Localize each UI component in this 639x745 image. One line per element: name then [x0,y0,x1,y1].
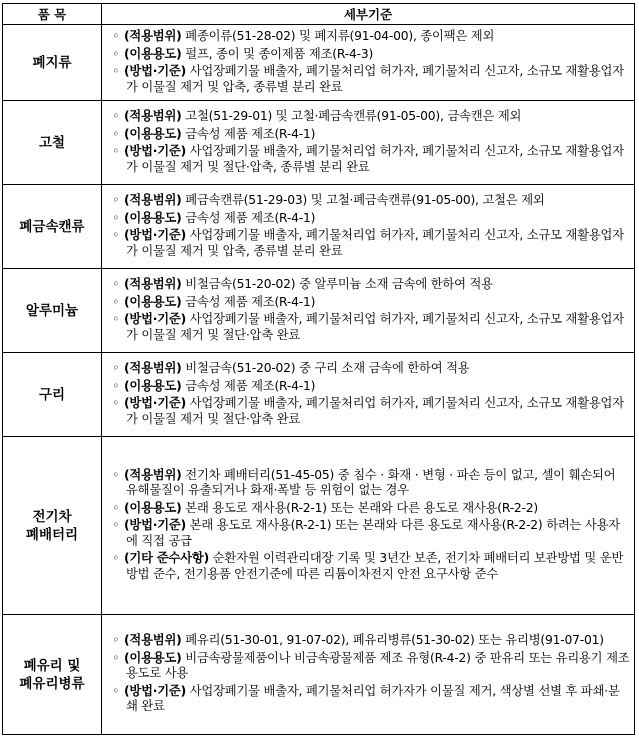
criteria-tag: (이용용도) [124,378,182,393]
bullet-icon: ◦ [112,109,120,123]
criteria-tag: (이용용도) [124,294,182,309]
bullet-icon: ◦ [112,467,120,482]
criteria-text: 비철금속(51-20-02) 중 구리 소재 금속에 한하여 적용 [181,361,470,375]
criteria-tag: (적용범위) [124,277,182,291]
criteria-text: 금속성 제품 제조(R-4-1) [181,126,316,141]
criteria-tag: (방법·기준) [124,518,187,533]
item-name-cell [3,437,102,615]
criteria-table [2,3,635,735]
criteria-tag: (적용범위) [124,633,182,648]
criteria-text: 폐유리(51-30-01, 91-07-02), 폐유리병류(51-30-02) 또는 유리병(91-07-01) [181,633,604,648]
bullet-icon: ◦ [112,144,120,158]
table-row [3,25,635,101]
criteria-text: 사업장폐기물 배출자, 폐기물처리업 허가자, 폐기물처리 신고자, 소규모 재활용업자가 이물질 제거 및 절단·압축 완료 [126,396,624,426]
criteria-text: 사업장폐기물 배출자, 폐기물처리업 허가자, 폐기물처리 신고자, 소규모 재활용업자가 이물질 제거 및 압축, 종류별 분리 완료 [126,64,624,94]
criteria-entry [106,501,630,517]
criteria-entry [106,277,630,293]
criteria-text: 순환자원 이력관리대장 기록 및 3년간 보존, 전기차 폐배터리 보관방법 및 운반방법 준수, 전기용품 안전기준에 따른 리튬이차전지 안전 요구사항 준수 [126,551,624,581]
criteria-text: 사업장폐기물 배출자, 폐기물처리업 허가자가 이물질 제거, 색상별 선별 후 파쇄·분쇄 완료 [126,683,620,714]
bullet-icon: ◦ [112,683,120,698]
bullet-icon: ◦ [112,228,120,242]
criteria-entry [106,684,630,715]
bullet-icon: ◦ [112,277,120,291]
item-name: 폐유리 및 [23,657,81,674]
criteria-entry [106,518,630,549]
criteria-entry [106,651,630,682]
detail-cell [102,353,635,437]
bullet-icon: ◦ [112,361,120,375]
table-row [3,437,635,615]
item-name: 폐금속캔류 [19,218,85,235]
criteria-text: 사업장폐기물 배출자, 폐기물처리업 허가자, 폐기물처리 신고자, 소규모 재활용업자가 이물질 제거 및 절단·압축, 종류별 분리 완료 [126,144,624,174]
bullet-icon: ◦ [112,64,120,78]
criteria-entry [106,109,630,125]
item-name: 폐배터리 [25,526,79,543]
criteria-text: 본래 용도로 재사용(R-2-1) 또는 본래와 다른 용도로 재사용(R-2-2) [181,500,539,515]
bullet-icon: ◦ [112,633,120,648]
detail-cell [102,25,635,101]
item-name: 전기차 [32,508,72,525]
item-name-cell [3,353,102,437]
criteria-entry [106,312,630,343]
bullet-icon: ◦ [112,518,120,533]
table-row [3,353,635,437]
criteria-tag: (적용범위) [124,29,182,43]
criteria-tag: (방법·기준) [124,312,187,326]
header-detail-column: 세부기준 [102,4,635,25]
criteria-text: 사업장폐기물 배출자, 폐기물처리업 허가자, 폐기물처리 신고자, 소규모 재활용업자가 이물질 제거 및 절단·압축 완료 [126,312,624,342]
detail-cell [102,185,635,269]
criteria-text: 금속성 제품 제조(R-4-1) [181,294,316,309]
criteria-tag: (이용용도) [124,500,182,515]
criteria-tag: (이용용도) [124,210,182,225]
criteria-text: 금속성 제품 제조(R-4-1) [181,210,316,225]
criteria-text: 고철(51-29-01) 및 고철·폐금속캔류(91-05-00), 금속캔은 제외 [181,109,522,123]
criteria-text: 펄프, 종이 및 종이제품 제조(R-4-3) [181,46,374,61]
criteria-tag: (방법·기준) [124,683,187,698]
criteria-tag: (적용범위) [124,193,182,207]
item-name-cell [3,25,102,101]
criteria-entry [106,295,630,311]
item-name: 알루미늄 [25,302,79,319]
criteria-entry [106,64,630,95]
criteria-text: 사업장폐기물 배출자, 폐기물처리업 허가자, 폐기물처리 신고자, 소규모 재활용업자가 이물질 제거 및 압축, 종류별 분리 완료 [126,228,624,258]
detail-cell [102,269,635,353]
table-header-row [3,4,635,25]
bullet-icon: ◦ [112,46,120,61]
criteria-tag: (방법·기준) [124,144,187,158]
bullet-icon: ◦ [112,294,120,309]
criteria-tag: (방법·기준) [124,228,187,242]
table-row [3,101,635,185]
detail-cell [102,437,635,615]
item-name-cell [3,269,102,353]
criteria-text: 폐금속캔류(51-29-03) 및 고철·폐금속캔류(91-05-00), 고철은 제외 [181,193,545,207]
item-name-cell [3,185,102,269]
criteria-tag: (이용용도) [124,126,182,141]
criteria-entry [106,468,630,499]
criteria-entry [106,228,630,259]
criteria-entry [106,127,630,143]
criteria-entry [106,29,630,45]
criteria-tag: (적용범위) [124,361,182,375]
item-name: 구리 [38,386,66,403]
criteria-entry [106,379,630,395]
table-row [3,185,635,269]
criteria-entry [106,633,630,649]
item-name: 폐지류 [32,54,72,71]
bullet-icon: ◦ [112,312,120,326]
bullet-icon: ◦ [112,551,120,566]
criteria-entry [106,193,630,209]
bullet-icon: ◦ [112,378,120,393]
criteria-tag: (이용용도) [124,46,182,61]
header-item-column: 품 목 [3,4,102,25]
bullet-icon: ◦ [112,500,120,515]
criteria-text: 폐종이류(51-28-02) 및 폐지류(91-04-00), 종이팩은 제외 [181,29,495,43]
detail-cell [102,615,635,735]
criteria-entry [106,361,630,377]
item-name: 폐유리병류 [19,675,85,692]
criteria-tag: (적용범위) [124,467,182,482]
bullet-icon: ◦ [112,396,120,410]
bullet-icon: ◦ [112,193,120,207]
criteria-entry [106,396,630,427]
bullet-icon: ◦ [112,210,120,225]
criteria-text: 금속성 제품 제조(R-4-1) [181,378,316,393]
table-row [3,269,635,353]
table-row [3,615,635,735]
bullet-icon: ◦ [112,126,120,141]
criteria-tag: (방법·기준) [124,396,187,410]
criteria-text: 전기차 폐배터리(51-45-05) 중 침수 · 화재 · 변형 · 파손 등이 없고, 셀이 훼손되어 유해물질이 유출되거나 화재·폭발 등 위험이 없는 경우 [126,467,616,498]
criteria-entry [106,47,630,63]
item-name-cell [3,101,102,185]
bullet-icon: ◦ [112,650,120,665]
item-name-cell [3,615,102,735]
criteria-entry [106,551,630,582]
detail-cell [102,101,635,185]
criteria-tag: (기타 준수사항) [124,551,209,566]
criteria-tag: (방법·기준) [124,64,187,78]
criteria-tag: (이용용도) [124,650,182,665]
criteria-entry [106,144,630,175]
criteria-entry [106,211,630,227]
item-name: 고철 [38,134,66,151]
criteria-text: 본래 용도로 재사용(R-2-1) 또는 본래와 다른 용도로 재사용(R-2-2) 하려는 사용자에 직접 공급 [126,518,620,548]
criteria-text: 비철금속(51-20-02) 중 알루미늄 소재 금속에 한하여 적용 [181,277,493,291]
criteria-text: 비금속광물제품이나 비금속광물제품 제조 유형(R-4-2) 중 판유리 또는 유리용기 제조 용도로 사용 [126,650,630,681]
bullet-icon: ◦ [112,29,120,43]
criteria-tag: (적용범위) [124,109,182,123]
